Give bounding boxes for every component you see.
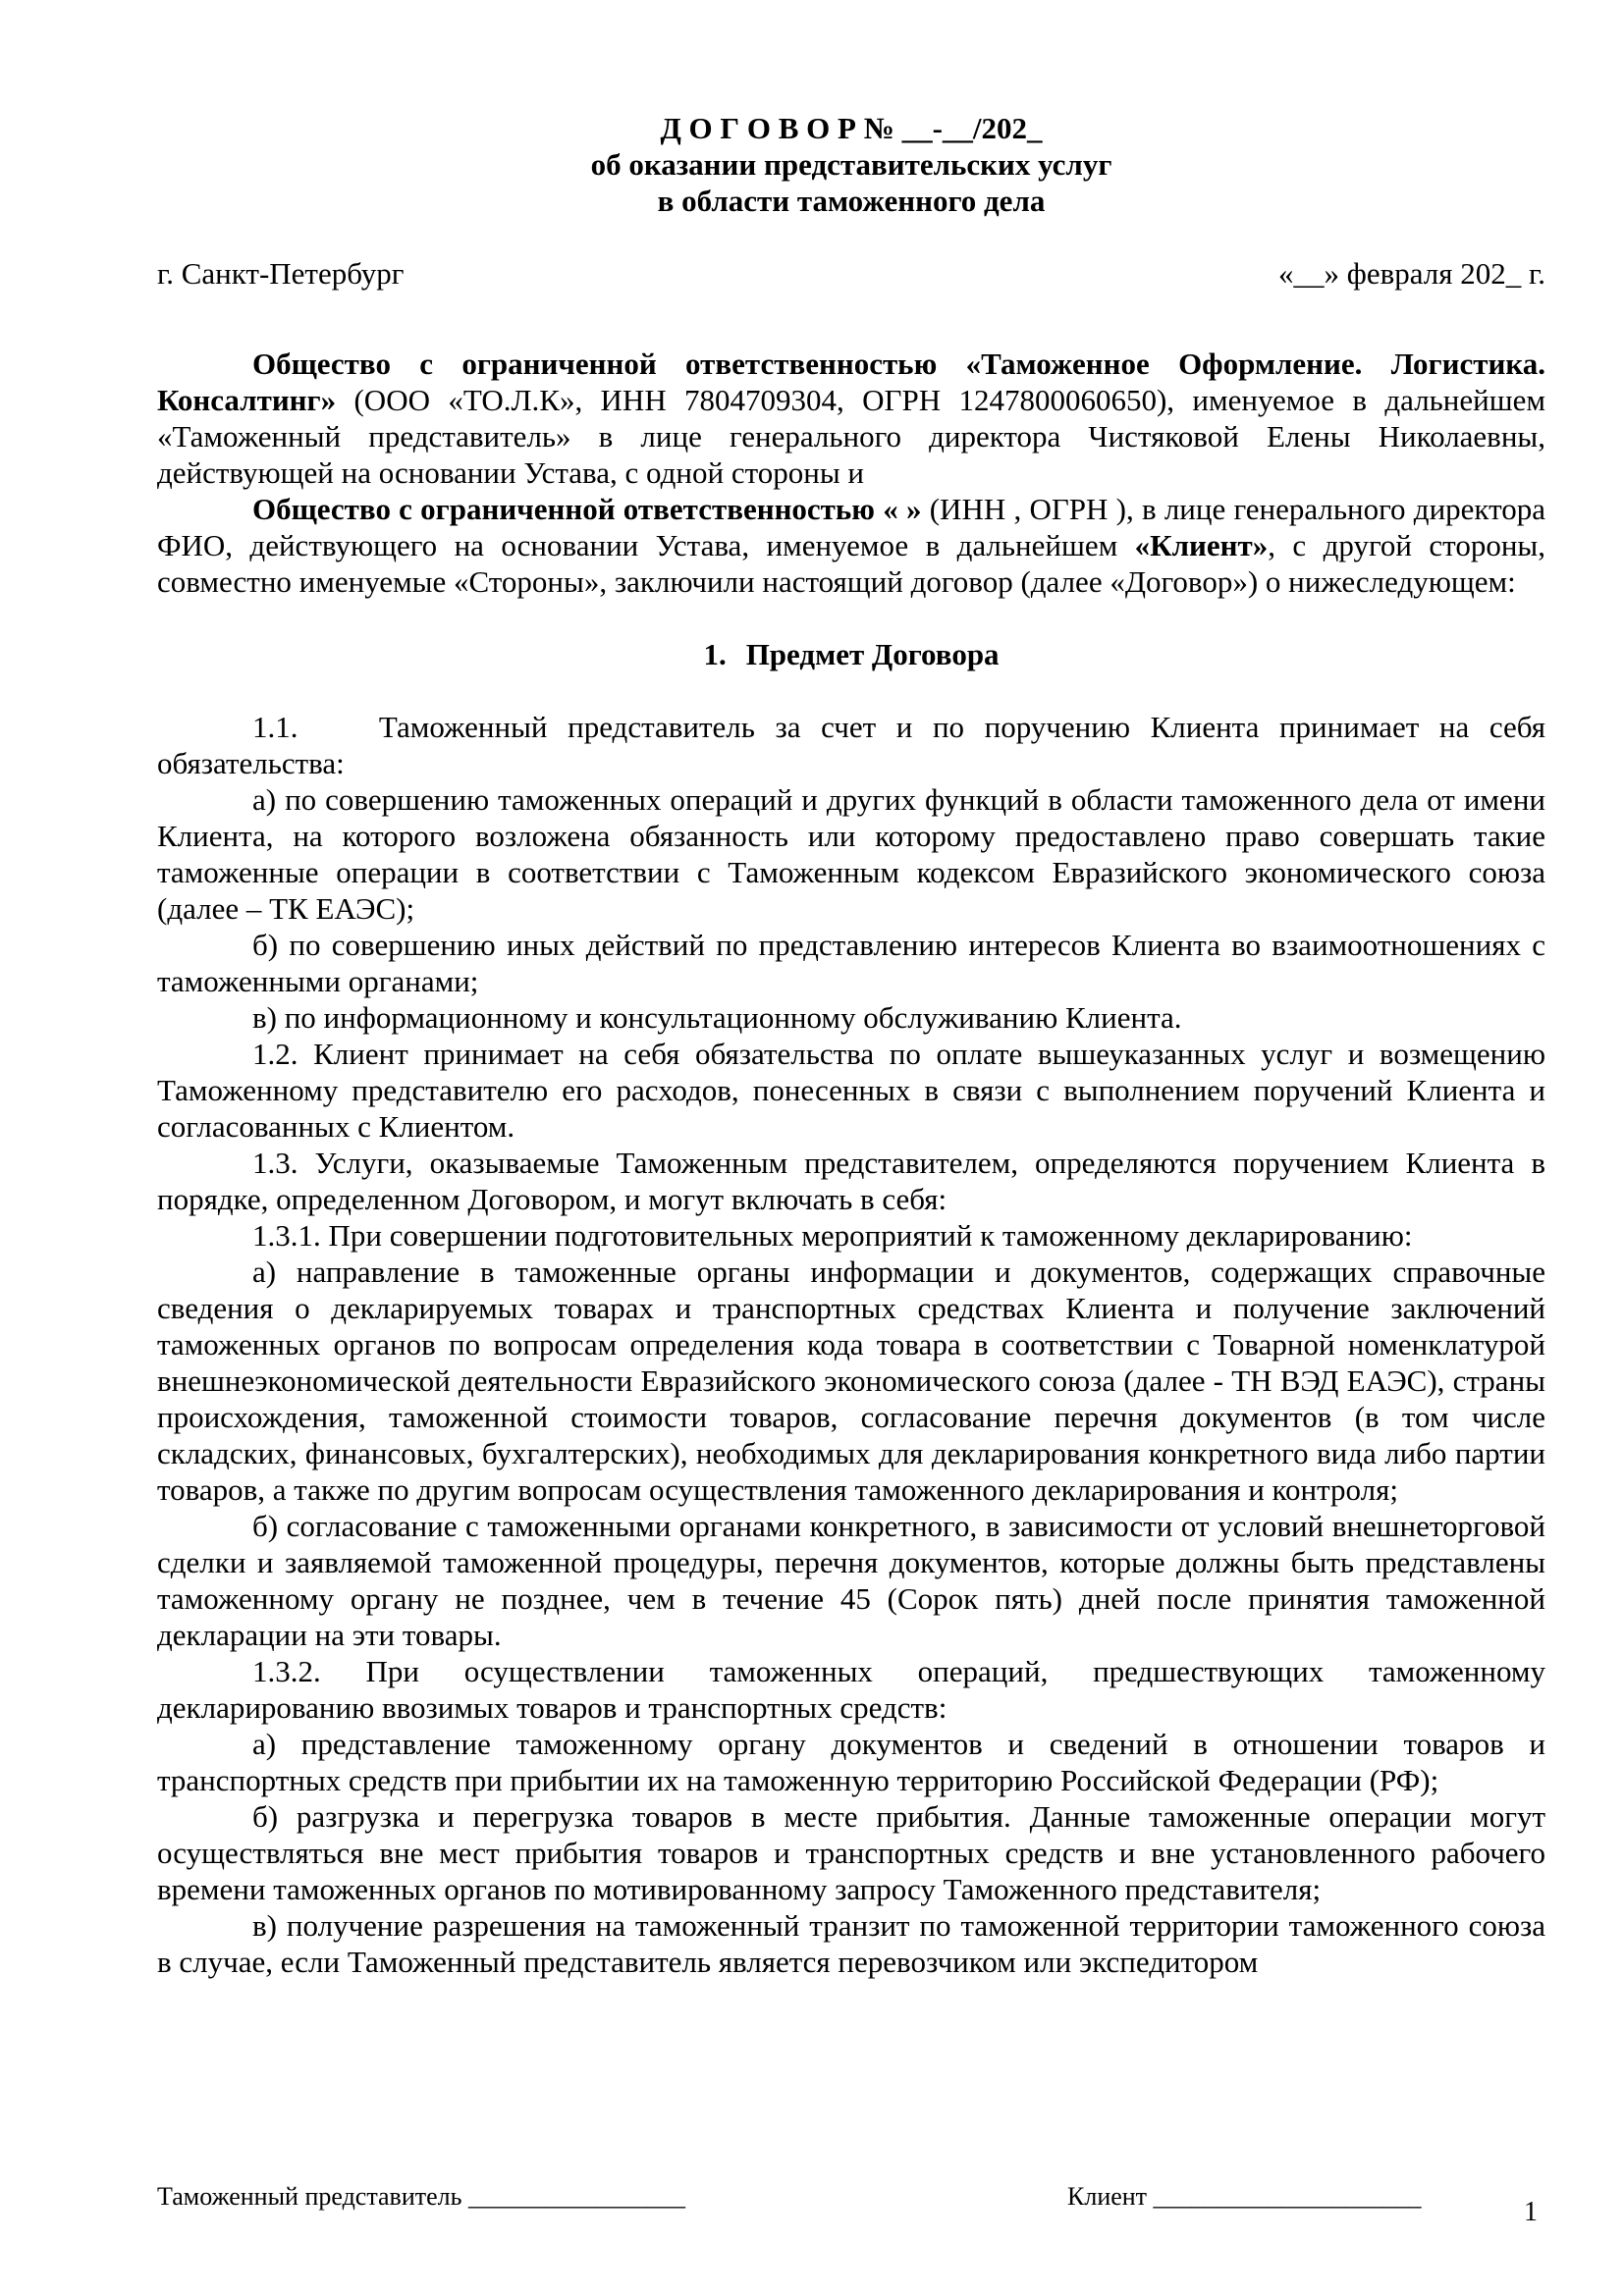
party-1-details: (ООО «ТО.Л.К», ИНН 7804709304, ОГРН 1247800060650), именуемое в дальнейшем «Таможенный представитель» в лице генерального директора Чистяковой Елены Николаевны, действующей на основании Устава, с одной стороны и (157, 383, 1545, 490)
party-2-details: (ИНН , ОГРН ), в лице генерального директора ФИО, действующего на основании Устава, именуемое в дальнейшем (157, 492, 1545, 562)
party-2-name: Общество с ограниченной ответственностью « » (252, 492, 922, 526)
section-1-number: 1. (703, 637, 727, 671)
clause-1-3-1-a: а) направление в таможенные органы информации и документов, содержащих справочные сведения о декларируемых товарах и транспортных средствах Клиента и получение заключений таможенных органов по вопросам определения кода товара в соответствии с Товарной номенклатурой внешнеэкономической деятельности Евразийского экономического союза (далее - ТН ВЭД ЕАЭС), страны происхождения, таможенной стоимости товаров, согласование перечня документов (в том числе складских, финансовых, бухгалтерских), необходимых для декларирования конкретного вида либо партии товаров, а также по другим вопросам осуществления таможенного декларирования и контроля; (157, 1255, 1545, 1507)
signature-client (1067, 2181, 1422, 2213)
city-date-row (157, 255, 1545, 292)
document-title (157, 110, 1545, 219)
clause-1-1: 1.1. Таможенный представитель за счет и по поручению Клиента принимает на себя обязательства: (157, 710, 1545, 780)
clause-1-1-v: в) по информационному и консультационному обслуживанию Клиента. (252, 1000, 1182, 1035)
clause-1-3-2: 1.3.2. При осуществлении таможенных операций, предшествующих таможенному декларированию ввозимых товаров и транспортных средств: (157, 1654, 1545, 1725)
signature-representative-line: _________________ (467, 2182, 685, 2211)
title-line-1: Д О Г О В О Р № __-__/202_ (660, 111, 1043, 145)
clause-1-3-1: 1.3.1. При совершении подготовительных мероприятий к таможенному декларированию: (252, 1218, 1413, 1253)
title-line-3: в области таможенного дела (657, 184, 1046, 218)
page-number: 1 (1524, 2197, 1538, 2227)
clause-1-2: 1.2. Клиент принимает на себя обязательства по оплате вышеуказанных услуг и возмещению Таможенному представителю его расходов, понесенных в связи с выполнением поручений Клиента и согласованных с Клиентом. (157, 1037, 1545, 1144)
preamble-paragraph-2 (157, 491, 1545, 600)
date-label: «__» февраля 202_ г. (1278, 256, 1545, 291)
clause-1-3-2-v: в) получение разрешения на таможенный транзит по таможенной территории таможенного союза в случае, если Таможенный представитель является перевозчиком или экспедитором (157, 1908, 1545, 1979)
clause-1-3-2-a: а) представление таможенному органу документов и сведений в отношении товаров и транспортных средств при прибытии их на таможенную территорию Российской Федерации (РФ); (157, 1727, 1545, 1797)
clause-1-3-2-b: б) разгрузка и перегрузка товаров в месте прибытия. Данные таможенные операции могут осуществляться вне мест прибытия товаров и транспортных средств и вне установленного рабочего времени таможенных органов по мотивированному запросу Таможенного представителя; (157, 1799, 1545, 1906)
signature-representative (157, 2181, 685, 2213)
signature-client-label: Клиент (1067, 2182, 1148, 2211)
city-label: г. Санкт-Петербург (157, 256, 405, 291)
party-2-alias: «Клиент» (1134, 528, 1269, 562)
clause-1-1-b: б) по совершению иных действий по представлению интересов Клиента во взаимоотношениях с таможенными органами; (157, 928, 1545, 998)
party-1-name: Общество с ограниченной ответственностью «Таможенное Оформление. Логистика. Консалтинг» (157, 347, 1545, 417)
clause-1-3-1-b: б) согласование с таможенными органами конкретного, в зависимости от условий внешнеторговой сделки и заявляемой таможенной процедуры, перечня документов, которые должны быть представлены таможенному органу не позднее, чем в течение 45 (Сорок пять) дней после принятия таможенной декларации на эти товары. (157, 1509, 1545, 1652)
preamble-paragraph-1 (157, 346, 1545, 491)
signature-representative-label: Таможенный представитель (157, 2182, 462, 2211)
section-1-heading (157, 636, 1545, 672)
signature-client-line: _____________________ (1153, 2182, 1422, 2211)
clause-1-1-a: а) по совершению таможенных операций и других функций в области таможенного дела от имени Клиента, на которого возложена обязанность или которому предоставлено право совершать такие таможенные операции в соответствии с Таможенным кодексом Евразийского экономического союза (далее – ТК ЕАЭС); (157, 782, 1545, 926)
clause-1-3: 1.3. Услуги, оказываемые Таможенным представителем, определяются поручением Клиента в порядке, определенном Договором, и могут включать в себя: (157, 1146, 1545, 1216)
section-1-title: Предмет Договора (745, 637, 1000, 671)
party-2-closing: , с другой стороны, совместно именуемые «Стороны», заключили настоящий договор (далее «Договор») о нижеследующем: (157, 528, 1545, 599)
title-line-2: об оказании представительских услуг (590, 147, 1112, 182)
